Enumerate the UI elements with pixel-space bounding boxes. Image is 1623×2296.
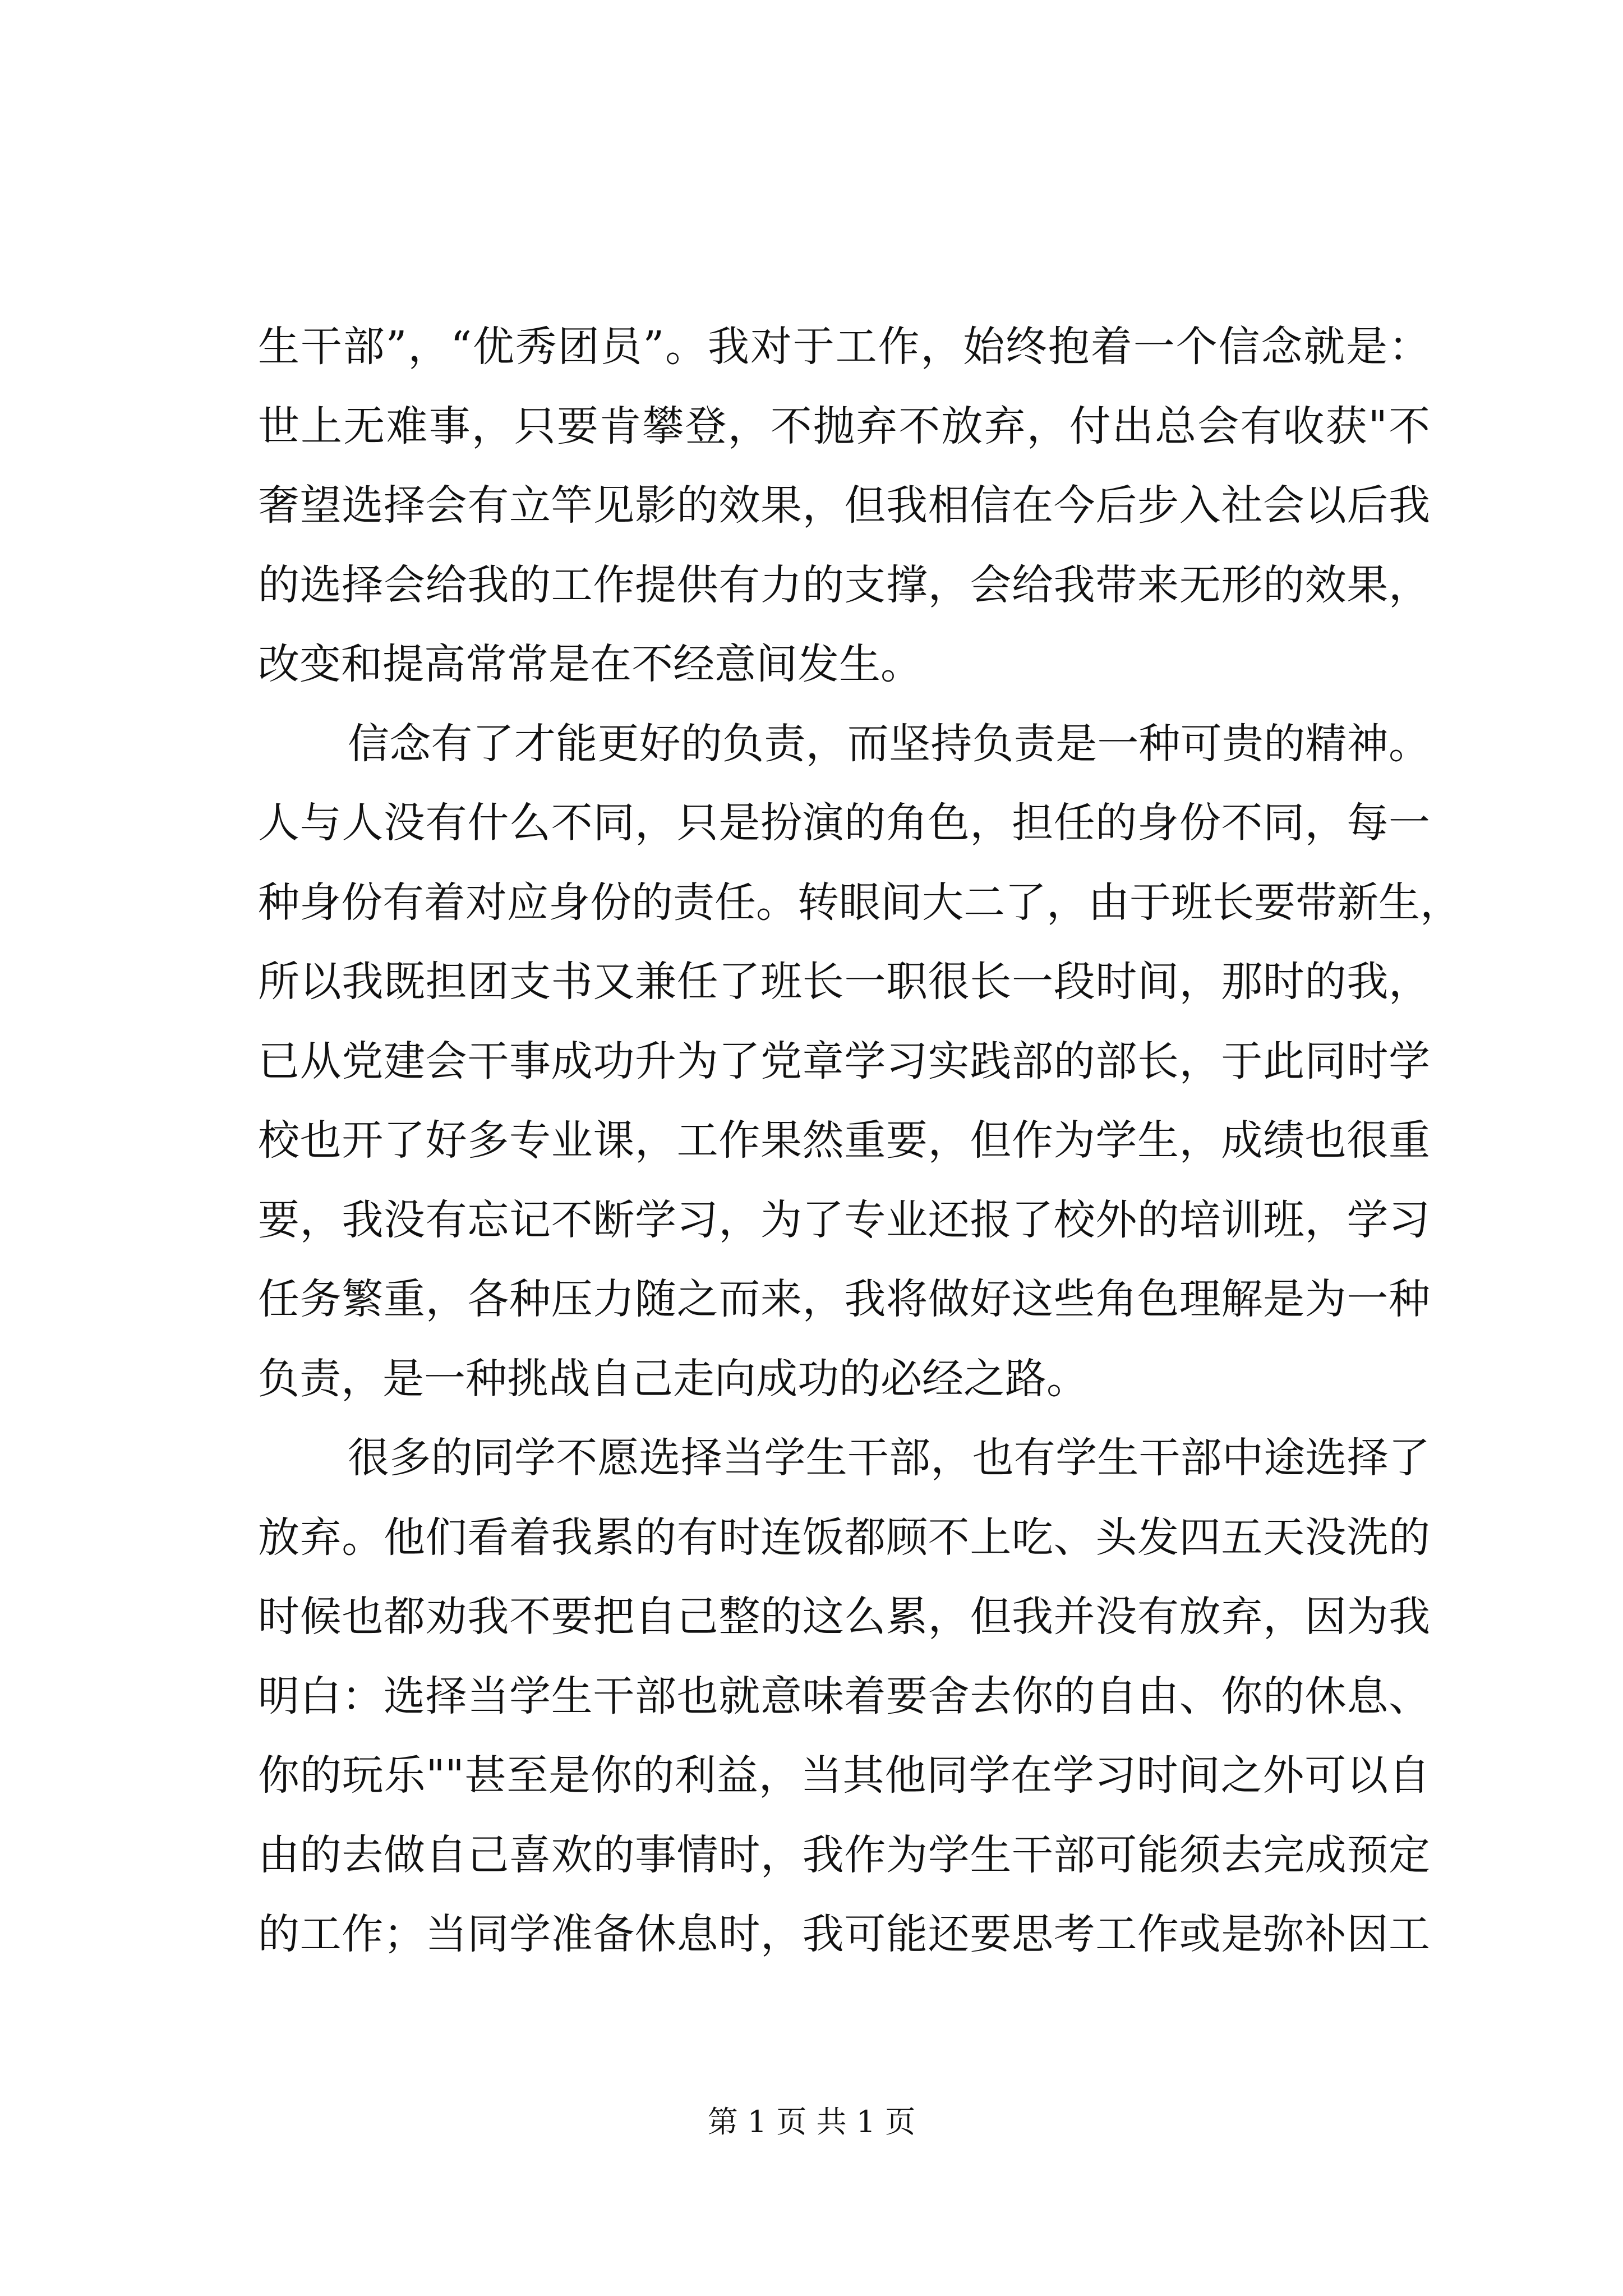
text-line-16: 放弃。他们看着我累的有时连饭都顾不上吃、头发四五天没洗的 (258, 1513, 1430, 1562)
text-line-10: 已从党建会干事成功升为了党章学习实践部的部长，于此同时学 (258, 1037, 1430, 1085)
text-line-5: 改变和提高常常是在不经意间发生。 (258, 640, 922, 688)
text-line-12: 要，我没有忘记不断学习，为了专业还报了校外的培训班，学习 (258, 1195, 1430, 1244)
text-line-9: 所以我既担团支书又兼任了班长一职很长一段时间，那时的我， (258, 958, 1430, 1006)
text-line-14: 负责，是一种挑战自己走向成功的必经之路。 (258, 1354, 1088, 1403)
text-line-17: 时候也都劝我不要把自己整的这么累，但我并没有放弃，因为我 (258, 1593, 1430, 1641)
document-body (258, 307, 1461, 1975)
text-line-7: 人与人没有什么不同，只是扮演的角色，担任的身份不同，每一 (258, 799, 1430, 847)
text-line-11: 校也开了好多专业课，工作果然重要，但作为学生，成绩也很重 (258, 1116, 1430, 1165)
text-line-1: 生干部”，“优秀团员”。我对于工作，始终抱着一个信念就是： (258, 323, 1430, 371)
text-line-3: 奢望选择会有立竿见影的效果，但我相信在今后步入社会以后我 (258, 481, 1430, 530)
text-line-8: 种身份有着对应身份的责任。转眼间大二了，由于班长要带新生， (258, 878, 1461, 927)
text-line-21: 的工作；当同学准备休息时，我可能还要思考工作或是弥补因工 (258, 1910, 1430, 1958)
text-line-19: 你的玩乐""甚至是你的利益，当其他同学在学习时间之外可以自 (258, 1751, 1430, 1800)
page-footer: 第 1 页 共 1 页 (707, 2104, 916, 2139)
text-line-2: 世上无难事，只要肯攀登，不抛弃不放弃，付出总会有收获"不 (258, 402, 1430, 450)
text-line-13: 任务繁重，各种压力随之而来，我将做好这些角色理解是为一种 (258, 1275, 1430, 1323)
text-line-6: 信念有了才能更好的负责，而坚持负责是一种可贵的精神。 (348, 719, 1430, 768)
text-line-18: 明白：选择当学生干部也就意味着要舍去你的自由、你的休息、 (258, 1672, 1430, 1720)
text-line-15: 很多的同学不愿选择当学生干部，也有学生干部中途选择了 (348, 1434, 1430, 1482)
text-line-4: 的选择会给我的工作提供有力的支撑，会给我带来无形的效果， (258, 560, 1430, 609)
text-line-20: 由的去做自己喜欢的事情时，我作为学生干部可能须去完成预定 (258, 1830, 1430, 1879)
